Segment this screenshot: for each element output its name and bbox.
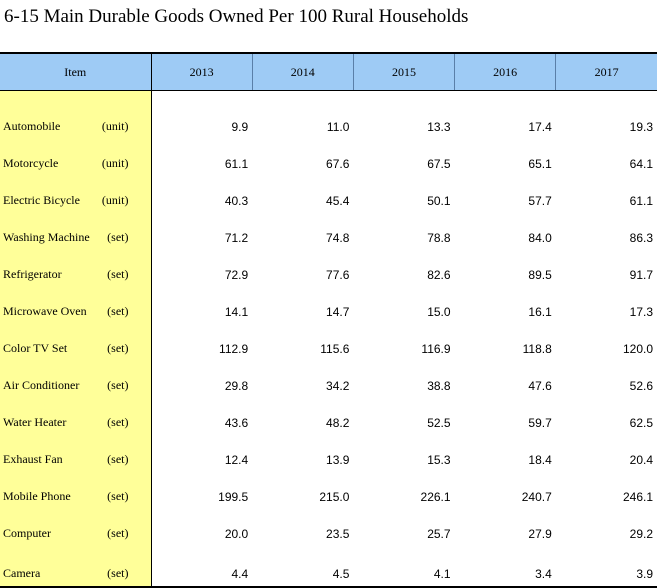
item-name: Water Heater <box>3 415 67 429</box>
value-cell: 29.2 <box>629 527 653 541</box>
item-label <box>0 230 151 245</box>
value-cell: 11.0 <box>326 120 350 134</box>
item-unit: (set) <box>107 341 129 355</box>
item-label <box>0 415 151 430</box>
value-cell: 9.9 <box>231 120 249 134</box>
value-cell: 17.4 <box>528 120 552 134</box>
item-cell <box>0 139 151 176</box>
table-row <box>0 509 657 546</box>
value-cell: 50.1 <box>427 194 451 208</box>
item-label <box>0 566 151 581</box>
header-2017: 2017 <box>556 53 657 91</box>
item-cell <box>0 324 151 361</box>
value-cell: 240.7 <box>521 490 552 504</box>
item-unit: (set) <box>107 566 129 580</box>
item-name: Air Conditioner <box>3 378 80 392</box>
value-cell: 14.7 <box>326 305 350 319</box>
item-cell <box>0 250 151 287</box>
value-cell: 40.3 <box>224 194 249 208</box>
value-cell: 199.5 <box>218 490 249 504</box>
page-title: 6-15 Main Durable Goods Owned Per 100 Rural Households <box>4 6 469 27</box>
item-label <box>0 193 151 208</box>
item-name: Automobile <box>3 119 61 133</box>
value-cell: 226.1 <box>420 490 451 504</box>
item-cell <box>0 361 151 398</box>
item-unit: (set) <box>107 378 129 392</box>
item-name: Color TV Set <box>3 341 68 355</box>
value-cell: 84.0 <box>528 231 552 245</box>
value-cell: 20.4 <box>629 453 653 467</box>
item-cell <box>0 546 151 587</box>
item-name: Electric Bicycle <box>3 193 80 207</box>
item-cell <box>0 213 151 250</box>
table-row <box>0 398 657 435</box>
value-cell: 112.9 <box>219 342 249 356</box>
header-2016: 2016 <box>455 53 556 91</box>
item-label <box>0 156 151 171</box>
item-cell <box>0 398 151 435</box>
value-cell: 4.4 <box>151 546 252 587</box>
value-cell: 91.7 <box>629 268 653 282</box>
header-item: Item <box>0 53 151 91</box>
value-cell: 20.0 <box>224 527 249 541</box>
item-unit: (set) <box>107 415 129 429</box>
value-cell: 34.2 <box>326 379 350 393</box>
item-label <box>0 119 151 134</box>
value-cell: 17.3 <box>629 305 653 319</box>
value-cell: 115.6 <box>320 342 350 356</box>
item-unit: (set) <box>107 526 129 540</box>
table-row <box>0 250 657 287</box>
item-name: Motorcycle <box>3 156 59 170</box>
item-unit: (unit) <box>101 156 129 170</box>
item-name: Camera <box>3 566 41 580</box>
table-row <box>0 324 657 361</box>
value-cell: 67.5 <box>427 157 451 171</box>
table-row <box>0 213 657 250</box>
value-cell: 3.4 <box>455 546 556 587</box>
item-unit: (set) <box>107 230 129 244</box>
table-row <box>0 546 657 587</box>
item-unit: (set) <box>107 452 129 466</box>
value-cell: 71.2 <box>224 231 249 245</box>
table-row <box>0 91 657 140</box>
value-cell: 61.1 <box>629 194 653 208</box>
item-label <box>0 267 151 282</box>
item-name: Computer <box>3 526 51 540</box>
table-row <box>0 361 657 398</box>
value-cell: 82.6 <box>427 268 451 282</box>
item-label <box>0 526 151 541</box>
value-cell: 23.5 <box>326 527 350 541</box>
item-label <box>0 304 151 319</box>
item-unit: (set) <box>107 267 129 281</box>
value-cell: 4.1 <box>353 546 454 587</box>
value-cell: 47.6 <box>528 379 552 393</box>
item-unit: (unit) <box>101 119 129 133</box>
item-unit: (unit) <box>101 193 129 207</box>
value-cell: 15.0 <box>427 305 451 319</box>
value-cell: 52.5 <box>427 416 451 430</box>
item-name: Exhaust Fan <box>3 452 63 466</box>
value-cell: 48.2 <box>326 416 350 430</box>
value-cell: 16.1 <box>528 305 552 319</box>
item-cell <box>0 472 151 509</box>
value-cell: 78.8 <box>427 231 451 245</box>
value-cell: 74.8 <box>326 231 350 245</box>
item-cell <box>0 91 151 140</box>
durable-goods-table <box>0 52 657 588</box>
table-row <box>0 435 657 472</box>
item-cell <box>0 509 151 546</box>
value-cell: 45.4 <box>326 194 350 208</box>
value-cell: 52.6 <box>629 379 653 393</box>
header-2015: 2015 <box>353 53 454 91</box>
header-2014: 2014 <box>252 53 353 91</box>
value-cell: 116.9 <box>421 342 451 356</box>
value-cell: 43.6 <box>224 416 249 430</box>
value-cell: 38.8 <box>427 379 451 393</box>
table-body <box>0 91 657 588</box>
value-cell: 15.3 <box>427 453 451 467</box>
value-cell: 13.9 <box>326 453 350 467</box>
value-cell: 67.6 <box>326 157 350 171</box>
header-2013: 2013 <box>151 53 252 91</box>
value-cell: 118.8 <box>522 342 552 356</box>
value-cell: 215.0 <box>319 490 350 504</box>
value-cell: 120.0 <box>622 342 653 356</box>
value-cell: 14.1 <box>224 305 249 319</box>
item-unit: (set) <box>107 304 129 318</box>
item-name: Washing Machine <box>3 230 90 244</box>
item-name: Microwave Oven <box>3 304 87 318</box>
item-name: Mobile Phone <box>3 489 71 503</box>
value-cell: 72.9 <box>224 268 249 282</box>
item-label <box>0 378 151 393</box>
item-unit: (set) <box>107 489 129 503</box>
value-cell: 89.5 <box>528 268 552 282</box>
item-cell <box>0 176 151 213</box>
value-cell: 25.7 <box>427 527 451 541</box>
item-label <box>0 341 151 356</box>
value-cell: 64.1 <box>629 157 653 171</box>
value-cell: 77.6 <box>326 268 350 282</box>
value-cell: 19.3 <box>629 120 653 134</box>
value-cell: 12.4 <box>224 453 249 467</box>
item-label <box>0 452 151 467</box>
data-table <box>0 52 657 588</box>
item-cell <box>0 435 151 472</box>
value-cell: 13.3 <box>427 120 451 134</box>
item-label <box>0 489 151 504</box>
table-row <box>0 472 657 509</box>
value-cell: 27.9 <box>528 527 552 541</box>
table-row <box>0 139 657 176</box>
table-row <box>0 176 657 213</box>
value-cell: 86.3 <box>629 231 653 245</box>
value-cell: 59.7 <box>528 416 552 430</box>
item-name: Refrigerator <box>3 267 62 281</box>
header-row <box>0 53 657 91</box>
item-cell <box>0 287 151 324</box>
value-cell: 61.1 <box>224 157 249 171</box>
value-cell: 57.7 <box>528 194 552 208</box>
table-row <box>0 287 657 324</box>
value-cell: 4.5 <box>252 546 353 587</box>
value-cell: 3.9 <box>556 546 657 587</box>
value-cell: 65.1 <box>528 157 552 171</box>
value-cell: 62.5 <box>629 416 653 430</box>
value-cell: 246.1 <box>622 490 653 504</box>
value-cell: 18.4 <box>528 453 552 467</box>
value-cell: 29.8 <box>224 379 249 393</box>
